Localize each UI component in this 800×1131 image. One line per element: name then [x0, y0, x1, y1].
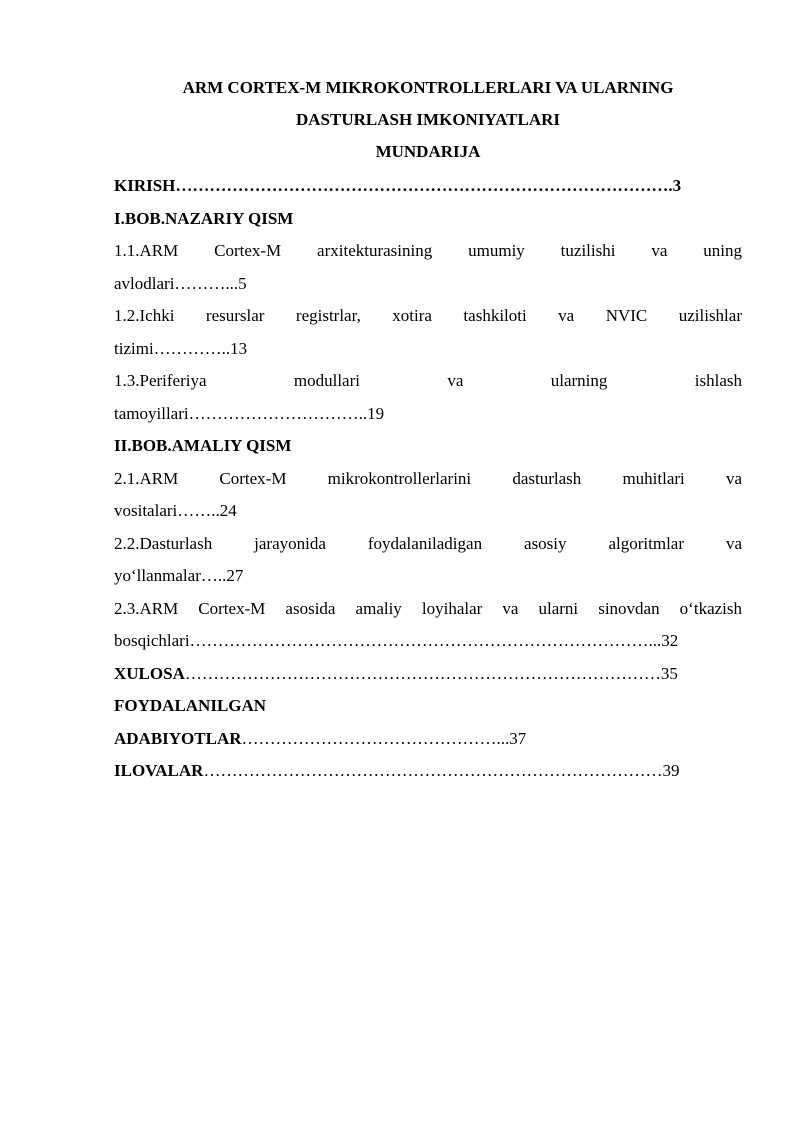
toc-entry-ilovalar: [114, 755, 742, 788]
toc-entry-2-3-line-1: 2.3.ARM Cortex-M asosida amaliy loyihalar va ularni sinovdan o‘tkazish: [114, 598, 742, 618]
toc-entry-1-2-line-1: 1.2.Ichki resurslar registrlar, xotira tashkiloti va NVIC uzilishlar: [114, 306, 742, 325]
toc-entry-adabiyotlar-leader: ………………………………………...37: [241, 728, 527, 748]
toc-entry-ilovalar-leader: ………………………………………………………………………39: [203, 761, 680, 780]
toc-entry-adabiyotlar-line-1: FOYDALANILGAN: [114, 696, 267, 715]
toc-entry-2-1-line-1: 2.1.ARM Cortex-M mikrokontrollerlarini dasturlash muhitlari va: [114, 468, 742, 488]
toc-entry-2-1-line-2: vositalari……..24: [114, 501, 237, 520]
toc-entry-1-1-line-1: 1.1.ARM Cortex-M arxitekturasining umumiy tuzilishi va uning: [114, 241, 742, 260]
toc-entry-kirish: KIRISH…………………………………………………………………………….3: [114, 176, 682, 195]
toc-entry-2-2-line-2: yo‘llanmalar…..27: [114, 566, 244, 585]
toc-entry-2-2-line-1: 2.2.Dasturlash jarayonida foydalaniladigan asosiy algoritmlar va: [114, 533, 742, 553]
toc-entry-1-3-line-1: 1.3.Periferiya modullari va ularning ishlash: [114, 371, 742, 390]
toc-entry-1-2-line-2: tizimi…………..13: [114, 338, 248, 358]
toc-entry-adabiyotlar-line-2: [114, 723, 742, 756]
toc-chapter-2: II.BOB.AMALIY QISM: [114, 436, 292, 455]
toc-entry-xulosa-label: XULOSA: [114, 663, 185, 683]
toc-entry-1-3-line-2: tamoyillari…………………………..19: [114, 403, 385, 423]
toc-entry-adabiyotlar-label: ADABIYOTLAR: [114, 728, 242, 748]
table-of-contents: [114, 170, 742, 788]
toc-entry-xulosa: [114, 658, 742, 691]
contents-heading: MUNDARIJA: [375, 142, 481, 161]
document-title-line-1: ARM CORTEX-M MIKROKONTROLLERLARI VA ULARNING: [182, 78, 674, 97]
toc-entry-ilovalar-label: ILOVALAR: [114, 761, 204, 780]
toc-entry-xulosa-leader: …………………………………………………………………………35: [184, 663, 678, 683]
toc-entry-1-1-line-2: avlodlari………...5: [114, 273, 247, 293]
toc-entry-2-3-line-2: bosqichlari………………………………………………………………………...32: [114, 631, 679, 650]
toc-chapter-1: I.BOB.NAZARIY QISM: [114, 208, 294, 228]
document-title-line-2: DASTURLASH IMKONIYATLARI: [295, 110, 561, 129]
